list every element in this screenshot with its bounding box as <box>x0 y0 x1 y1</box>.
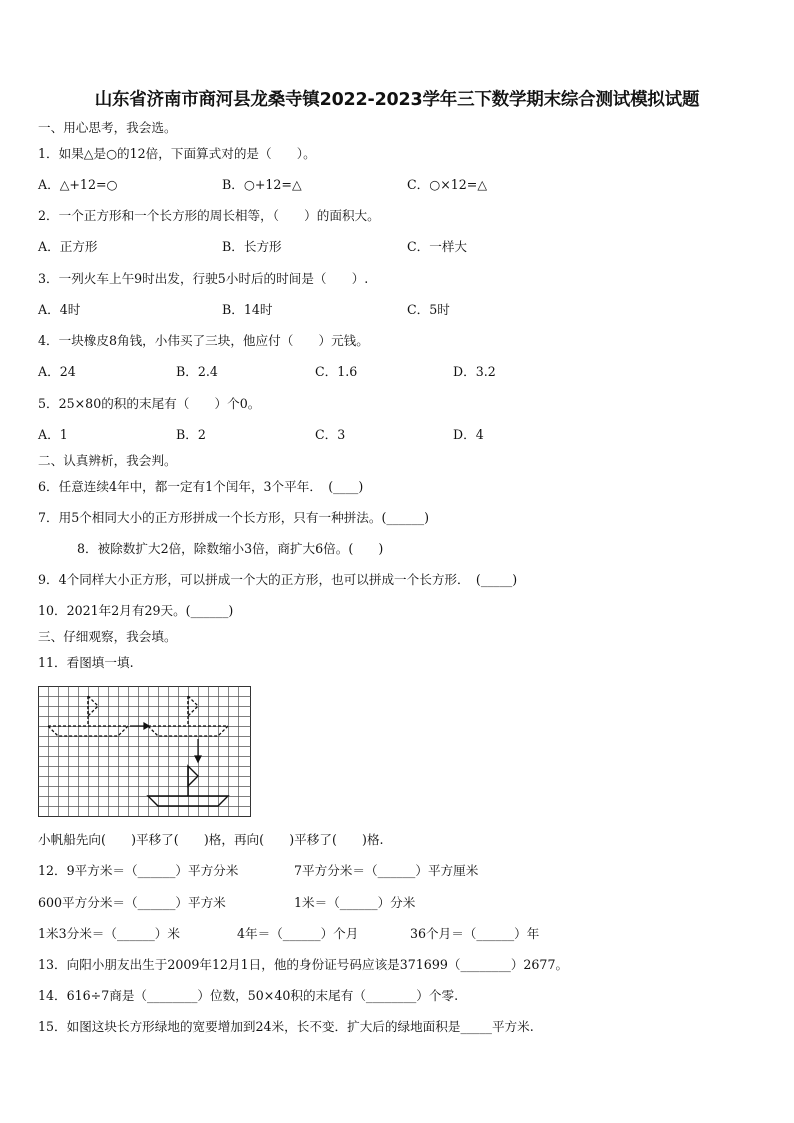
question-12-line2-b: 1米＝（______）分米 <box>294 895 416 910</box>
question-12-line3-a: 1米3分米＝（______）米 <box>38 926 180 941</box>
question-10: 10．2021年2月有29天。(______) <box>38 603 234 618</box>
question-3-option-b[interactable]: B．14时 <box>222 302 273 317</box>
question-6: 6．任意连续4年中，都一定有1个闰年，3个平年． (____) <box>38 479 364 494</box>
question-5-option-a[interactable]: A．1 <box>38 427 68 442</box>
question-5-option-b[interactable]: B．2 <box>176 427 206 442</box>
translated-sailboat-right <box>148 696 228 736</box>
question-5-stem: 5．25×80的积的末尾有（ ）个0。 <box>38 396 261 411</box>
section-heading-2: 二、认真辨析，我会判。 <box>38 453 177 468</box>
question-3-option-c[interactable]: C．5时 <box>407 302 450 317</box>
question-14: 14．616÷7商是（________）位数，50×40积的末尾有（________）个零. <box>38 988 459 1003</box>
question-11-stem: 11．看图填一填. <box>38 655 134 670</box>
question-3-stem: 3．一列火车上午9时出发，行驶5小时后的时间是（ ）. <box>38 271 369 286</box>
section-heading-1: 一、用心思考，我会选。 <box>38 120 177 135</box>
question-4-option-b[interactable]: B．2.4 <box>176 364 218 379</box>
sailboat-grid-figure <box>38 686 252 818</box>
question-2-option-b[interactable]: B．长方形 <box>222 239 282 254</box>
question-12-line3-c: 36个月＝（______）年 <box>410 926 540 941</box>
question-1-stem: 1．如果△是○的12倍，下面算式对的是（ ）。 <box>38 146 316 161</box>
question-12-line1-b: 7平方分米＝（______）平方厘米 <box>294 863 479 878</box>
page-title: 山东省济南市商河县龙桑寺镇2022-2023学年三下数学期末综合测试模拟试题 <box>94 90 700 110</box>
final-sailboat <box>148 766 228 806</box>
down-arrow-icon <box>195 756 201 762</box>
question-4-stem: 4．一块橡皮8角钱，小伟买了三块，他应付（ ）元钱。 <box>38 333 369 348</box>
question-4-option-a[interactable]: A．24 <box>38 364 76 379</box>
question-13: 13．向阳小朋友出生于2009年12月1日，他的身份证号码应该是371699（________）2677。 <box>38 957 569 972</box>
question-2-option-a[interactable]: A．正方形 <box>38 239 98 254</box>
question-4-option-c[interactable]: C．1.6 <box>315 364 358 379</box>
question-9: 9．4个同样大小正方形，可以拼成一个大的正方形，也可以拼成一个长方形． (_____) <box>38 572 518 587</box>
question-1-option-a[interactable]: A．△+12=○ <box>38 177 118 192</box>
question-12-line1-a: 12．9平方米＝（______）平方分米 <box>38 863 239 878</box>
question-12-line3-b: 4年＝（______）个月 <box>237 926 359 941</box>
question-5-option-d[interactable]: D．4 <box>453 427 484 442</box>
section-heading-3: 三、仔细观察，我会填。 <box>38 629 177 644</box>
question-1-option-b[interactable]: B．○+12=△ <box>222 177 302 192</box>
grid-lines <box>39 687 251 817</box>
question-15: 15．如图这块长方形绿地的宽要增加到24米，长不变．扩大后的绿地面积是_____平方米. <box>38 1019 534 1034</box>
question-3-option-a[interactable]: A．4时 <box>38 302 81 317</box>
question-12-line2-a: 600平方分米＝（______）平方米 <box>38 895 226 910</box>
question-7: 7．用5个相同大小的正方形拼成一个长方形，只有一种拼法。(______) <box>38 510 430 525</box>
original-sailboat <box>48 696 128 736</box>
question-1-option-c[interactable]: C．○×12=△ <box>407 177 488 192</box>
question-4-option-d[interactable]: D．3.2 <box>453 364 496 379</box>
question-5-option-c[interactable]: C．3 <box>315 427 346 442</box>
question-8: 8．被除数扩大2倍，除数缩小3倍，商扩大6倍。( ) <box>77 541 384 556</box>
question-11-answer-line: 小帆船先向( )平移了( )格，再向( )平移了( )格. <box>38 832 384 847</box>
question-2-stem: 2．一个正方形和一个长方形的周长相等，（ ）的面积大。 <box>38 208 380 223</box>
question-2-option-c[interactable]: C．一样大 <box>407 239 468 254</box>
